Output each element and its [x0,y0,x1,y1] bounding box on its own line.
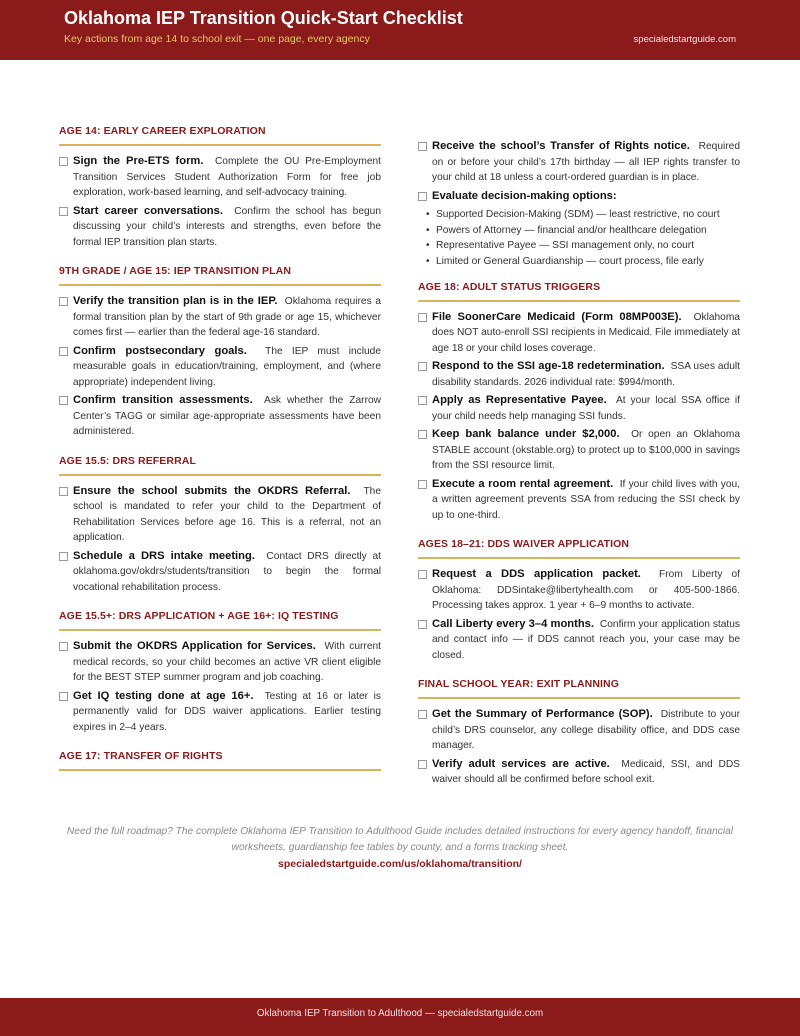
checkbox[interactable] [418,396,427,405]
checklist-item [59,639,381,686]
item-text: Confirm the school has begun discussing your child’s interests and strengths, even before the formal IEP transition plan starts. [73,205,381,248]
section-title: AGE 15.5: DRS REFERRAL [59,454,196,467]
section-title: AGE 14: EARLY CAREER EXPLORATION [59,125,266,137]
item-text: At your local SSA office if your child needs help managing SSI funds. [432,395,740,422]
section [418,276,740,524]
item-text: Medicaid, SSI, and DDS waiver should all be confirmed before school exit. [432,758,740,786]
checkbox[interactable] [59,396,68,405]
section [59,745,381,771]
checklist-item [59,204,381,251]
checklist-item [418,310,740,357]
checklist-item [59,294,381,341]
checkbox[interactable] [59,297,68,306]
checklist-item [59,393,381,440]
decision-option: • Limited or General Guardianship — court process, file early [426,254,740,270]
item-text: From Liberty of Oklahoma: DDSintake@libertyhealth.com or 405-500-1866. Processing takes approx. 1 year + 6–9 months to activate. [432,569,740,612]
section-title: AGE 17: TRANSFER OF RIGHTS [59,750,223,762]
checkbox[interactable] [418,313,427,322]
section-title: AGE 18: ADULT STATUS TRIGGERS [418,280,601,293]
item-text: With current medical records, so your child becomes an active VR client eligible for the BEST STEP summer program and job coaching. [73,641,381,683]
item-title: Get IQ testing done at age 16+. [73,689,254,702]
item-title: Respond to the SSI age-18 redetermination. [432,360,665,373]
section-title: AGE 15.5+: DRS APPLICATION + AGE 16+: IQ TESTING [59,610,339,622]
page-header [0,0,800,60]
section [59,120,381,250]
checklist-item [59,344,381,391]
item-text: SSA uses adult disability standards. 2026 individual rate: $994/month. [432,361,741,388]
item-text: Required on or before your child’s 17th birthday — all IEP rights transfer to your child at 18 unless a court-ordered guardian is in place. [432,141,740,183]
checkbox[interactable] [59,552,68,561]
footer-text: Oklahoma IEP Transition to Adulthood — specialedstartguide.com [256,1008,544,1019]
item-text: The IEP must include measurable goals in education/training, employment, and (where appropriate) independent living. [73,345,381,388]
item-title: Execute a room rental agreement. [432,477,614,490]
item-title: Schedule a DRS intake meeting. [73,549,255,562]
item-text: If your child lives with you, a written agreement prevents SSA from reducing the SSI check by up to one-third. [432,478,740,521]
item-title: Confirm postsecondary goals. [73,344,247,357]
checklist-item [418,139,740,186]
item-title: File SoonerCare Medicaid (Form 08MP003E). [432,310,682,323]
item-title: Call Liberty every 3–4 months. [432,617,595,630]
item-text: Testing at 16 or later is permanently valid for DDS waiver applications. Earlier testing expires in 2–4 years. [73,690,381,733]
section [59,605,381,735]
item-text: The school is mandated to refer your child to the Department of Rehabilitation Services before age 16. This is a referral, not an application. [73,485,381,543]
checkbox[interactable] [418,620,427,629]
checkbox[interactable] [418,480,427,489]
checkbox[interactable] [418,570,427,579]
section-divider [418,300,740,302]
right-column [418,139,740,798]
section-title: AGES 18–21: DDS WAIVER APPLICATION [418,538,630,551]
item-text: Distribute to your child’s DRS counselor, any college disability office, and DDS case manager. [432,709,740,752]
item-title: Evaluate decision-making options: [432,189,617,202]
checklist-item [418,567,740,614]
page-footer [0,998,800,1036]
item-title: Ensure the school submits the OKDRS Referral. [73,484,351,497]
page-title: Oklahoma IEP Transition Quick-Start Checklist [64,8,463,28]
item-title: Verify adult services are active. [432,757,610,770]
decision-option: • Powers of Attorney — financial and/or healthcare delegation [426,223,740,239]
decision-option: • Supported Decision-Making (SDM) — least restrictive, no court [426,207,740,223]
item-title: Verify the transition plan is in the IEP. [73,295,278,307]
item-title: Get the Summary of Performance (SOP). [432,708,653,721]
item-title: Keep bank balance under $2,000. [432,428,620,441]
checkbox[interactable] [418,430,427,439]
checkbox[interactable] [418,142,427,151]
item-title: Receive the school’s Transfer of Rights notice. [432,140,690,152]
section-divider [418,697,740,699]
checkbox[interactable] [418,710,427,719]
right-sections [418,276,740,788]
checklist-item [59,689,381,736]
decision-option: • Representative Payee — SSI management only, no court [426,238,740,254]
checkbox[interactable] [418,362,427,371]
checkbox[interactable] [59,207,68,216]
item-text: Contact DRS directly at oklahoma.gov/okdrs/students/transition to begin the formal vocational rehabilitation process. [73,550,381,593]
item-text: Ask whether the Zarrow Center’s TAGG or similar age-appropriate assessments have been administered. [73,395,381,437]
item-title: Start career conversations. [73,204,223,217]
item-text: Or open an Oklahoma STABLE account (okstable.org) to protect up to $100,000 in savings from the SSI resource limit. [432,429,741,472]
item-title: Submit the OKDRS Application for Services. [73,640,316,652]
checklist-item [418,477,740,524]
checklist-item [418,707,740,754]
section-title: 9TH GRADE / AGE 15: IEP TRANSITION PLAN [59,265,292,277]
guide-link[interactable]: specialedstartguide.com/us/oklahoma/transition/ [278,858,522,870]
checkbox[interactable] [59,347,68,356]
item-text: Oklahoma requires a formal transition plan by the start of 9th grade or age 15, whichever comes first — earlier than the federal age-16 standard. [73,296,381,338]
decision-options-list [418,207,740,270]
checkbox[interactable] [59,642,68,651]
checkbox[interactable] [418,760,427,769]
transfer-of-rights-items [418,139,740,204]
checklist-item [59,484,381,546]
item-title: Apply as Representative Payee. [432,394,607,407]
section-divider [59,474,381,476]
left-column [59,120,381,781]
section [418,533,740,663]
checkbox[interactable] [59,487,68,496]
checklist-item [418,189,740,205]
item-text: Confirm your application status and contact info — if DDS cannot reach you, your case may be closed. [432,618,740,661]
checkbox[interactable] [59,157,68,166]
checklist-item [59,154,381,201]
item-text: Oklahoma does NOT auto-enroll SSI recipients in Medicaid. File immediately at age 18 or your child loses coverage. [432,311,740,354]
checklist-item [418,427,740,474]
item-title: Sign the Pre-ETS form. [73,155,204,167]
section-title: FINAL SCHOOL YEAR: EXIT PLANNING [418,678,619,691]
section [418,673,740,788]
item-text: Complete the OU Pre-Employment Transition Services Student Authorization Form for free job exploration, work-based learning, and self-advocacy training. [73,156,381,198]
section-divider [59,144,381,146]
section-divider [59,629,381,631]
section-divider [59,769,381,771]
section [59,260,381,440]
checklist-item [418,359,740,390]
checklist-item [418,757,740,788]
checklist-item [418,617,740,664]
section [59,450,381,596]
item-title: Confirm transition assessments. [73,394,253,406]
section-divider [418,557,740,559]
roadmap-note: Need the full roadmap? The complete Oklahoma IEP Transition to Adulthood Guide includes detailed instructions for every agency handoff, financial worksheets, guardianship fee tables by county, and a forms tracking sheet. [66,826,734,853]
page-subtitle: Key actions from age 14 to school exit — one page, every agency [64,33,370,45]
item-title: Request a DDS application packet. [432,568,641,581]
checkbox[interactable] [418,192,427,201]
checklist-item [59,549,381,596]
checklist-item [418,393,740,424]
checkbox[interactable] [59,692,68,701]
section-divider [59,284,381,286]
header-url[interactable]: specialedstartguide.com [633,34,736,45]
